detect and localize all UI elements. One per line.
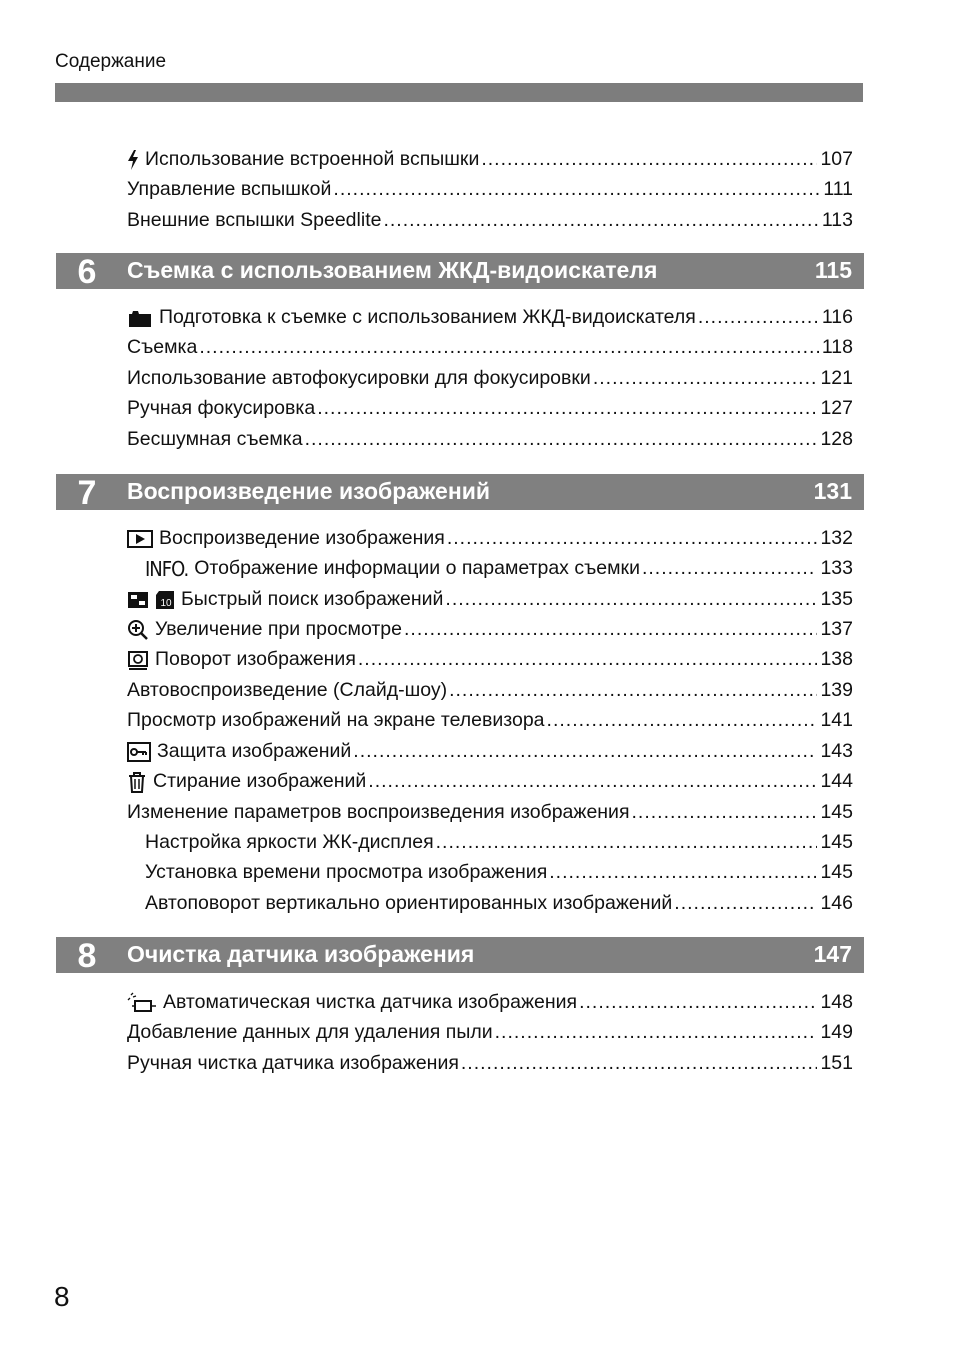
index-icon [127,589,149,611]
dot-leader [549,860,817,884]
toc-entry-title: Использование встроенной вспышки [145,148,480,170]
toc-entry-page: 148 [820,991,853,1013]
toc-entry-title: Воспроизведение изображения [159,527,445,549]
dot-leader [199,335,819,359]
chapter-heading[interactable] [56,937,864,973]
dot-leader [447,526,818,550]
chapter-title: Съемка с использованием ЖКД-видоискателя [127,257,658,283]
dot-leader [461,1051,818,1075]
chapter-page: 115 [814,257,852,283]
toc-entry-title: Стирание изображений [153,770,367,792]
toc-entry-title: Увеличение при просмотре [155,618,402,640]
toc-entry[interactable] [127,299,853,329]
sensor-clean-icon [127,992,157,1014]
toc-entry-title: Съемка [127,336,198,358]
toc-entry-page: 121 [820,367,853,389]
toc-entry-page: 145 [820,801,853,823]
live-view-camera-icon [127,307,153,329]
toc-entry-title: Поворот изображения [155,648,356,670]
toc-entry[interactable] [127,702,853,732]
dot-leader [632,800,818,824]
toc-entry[interactable] [145,854,853,884]
toc-entry-title: Настройка яркости ЖК-дисплея [145,831,434,853]
toc-entry[interactable] [127,329,853,359]
toc-entry[interactable] [127,390,853,420]
toc-entry[interactable] [127,763,853,793]
dot-leader [436,830,818,854]
toc-entry-title: Автовоспроизведение (Слайд-шоу) [127,679,448,701]
toc-entry-page: 113 [821,209,853,231]
toc-entry-title: Внешние вспышки Speedlite [127,209,382,231]
toc-entry-page: 116 [821,306,853,328]
toc-entry-title: Изменение параметров воспроизведения изображения [127,801,630,823]
toc-entry-title: Быстрый поиск изображений [181,588,444,610]
toc-entry-title: Установка времени просмотра изображения [145,861,548,883]
dot-leader [593,366,818,390]
dot-leader [368,769,817,793]
toc-entry-page: 145 [820,861,853,883]
dot-leader [333,177,820,201]
toc-entry-title: Отображение информации о параметрах съемки [194,557,640,579]
running-header: Содержание [55,51,167,72]
dot-leader [383,208,818,232]
toc-entry-page: 151 [820,1052,853,1074]
magnify-icon [127,619,149,641]
dot-leader [358,647,818,671]
toc-entry[interactable] [127,360,853,390]
toc-entry-page: 128 [820,428,853,450]
toc-entry[interactable] [127,171,853,201]
dot-leader [698,305,819,329]
dot-leader [305,427,818,451]
dot-leader [481,147,817,171]
dot-leader [674,891,817,915]
toc-entry-page: 118 [821,336,853,358]
toc-entry-page: 144 [820,770,853,792]
toc-entry-title: Бесшумная съемка [127,428,303,450]
toc-entry-title: Защита изображений [157,740,352,762]
chapter-page: 131 [813,478,852,504]
info-button-label: INFO. [145,557,189,581]
trash-icon [127,771,147,793]
toc-entry-page: 137 [820,618,853,640]
toc-entry-page: 141 [820,709,853,731]
header-rule [55,83,863,102]
toc-entry-page: 135 [820,588,853,610]
toc-entry-title: Добавление данных для удаления пыли [127,1021,493,1043]
toc-entry[interactable] [127,611,853,641]
toc-entry[interactable] [127,1014,853,1044]
toc-entry-title: Автоматическая чистка датчика изображения [163,991,578,1013]
toc-entry-page: 149 [820,1021,853,1043]
toc-entry[interactable] [127,581,853,611]
toc-entry[interactable] [127,641,853,671]
toc-entry[interactable] [145,550,853,580]
toc-entry[interactable] [127,421,853,451]
toc-entry-page: 132 [820,527,853,549]
toc-entry-page: 107 [820,148,853,170]
toc-entry-title: Управление вспышкой [127,178,332,200]
toc-entry[interactable] [127,794,853,824]
playback-icon [127,528,153,550]
toc-entry-page: 145 [820,831,853,853]
toc-entry[interactable] [127,520,853,550]
toc-entry[interactable] [145,885,853,915]
toc-entry-page: 127 [820,397,853,419]
toc-entry-page: 139 [820,679,853,701]
flash-icon [127,149,139,171]
chapter-number: 7 [77,474,97,512]
dot-leader [642,556,817,580]
toc-entry[interactable] [127,1045,853,1075]
toc-entry[interactable] [127,672,853,702]
toc-entry[interactable] [127,202,853,232]
dot-leader [547,708,818,732]
toc-entry[interactable] [145,824,853,854]
dot-leader [445,587,817,611]
page-number: 8 [54,1281,70,1312]
toc-entry-title: Ручная фокусировка [127,397,316,419]
toc-entry-title: Просмотр изображений на экране телевизора [127,709,545,731]
dot-leader [353,739,817,763]
chapter-number: 8 [77,937,97,975]
toc-entry-page: 143 [820,740,853,762]
toc-entry[interactable] [127,984,853,1014]
toc-entry-title: Автоповорот вертикально ориентированных изображений [145,892,673,914]
toc-entry[interactable] [127,141,853,171]
chapter-heading[interactable] [56,253,864,289]
chapter-title: Воспроизведение изображений [127,478,491,504]
svg-text:10: 10 [160,598,172,609]
toc-entry-title: Использование автофокусировки для фокусировки [127,367,591,389]
toc-entry-page: 146 [820,892,853,914]
toc-entry-page: 111 [823,178,853,200]
toc-entry[interactable] [127,733,853,763]
jump-icon [155,589,175,611]
chapter-number: 6 [77,253,97,291]
toc-entry-title: Ручная чистка датчика изображения [127,1052,459,1074]
toc-entry-page: 138 [820,648,853,670]
chapter-page: 147 [813,941,852,967]
dot-leader [317,396,817,420]
protect-key-icon [127,741,151,763]
chapter-title: Очистка датчика изображения [127,941,475,967]
toc-entry-page: 133 [820,557,853,579]
toc-entry-title: Подготовка к съемке с использованием ЖКД-видоискателя [159,306,696,328]
rotate-icon [127,649,149,671]
chapter-heading[interactable] [56,474,864,510]
dot-leader [579,990,817,1014]
dot-leader [404,617,817,641]
dot-leader [449,678,817,702]
dot-leader [495,1020,818,1044]
